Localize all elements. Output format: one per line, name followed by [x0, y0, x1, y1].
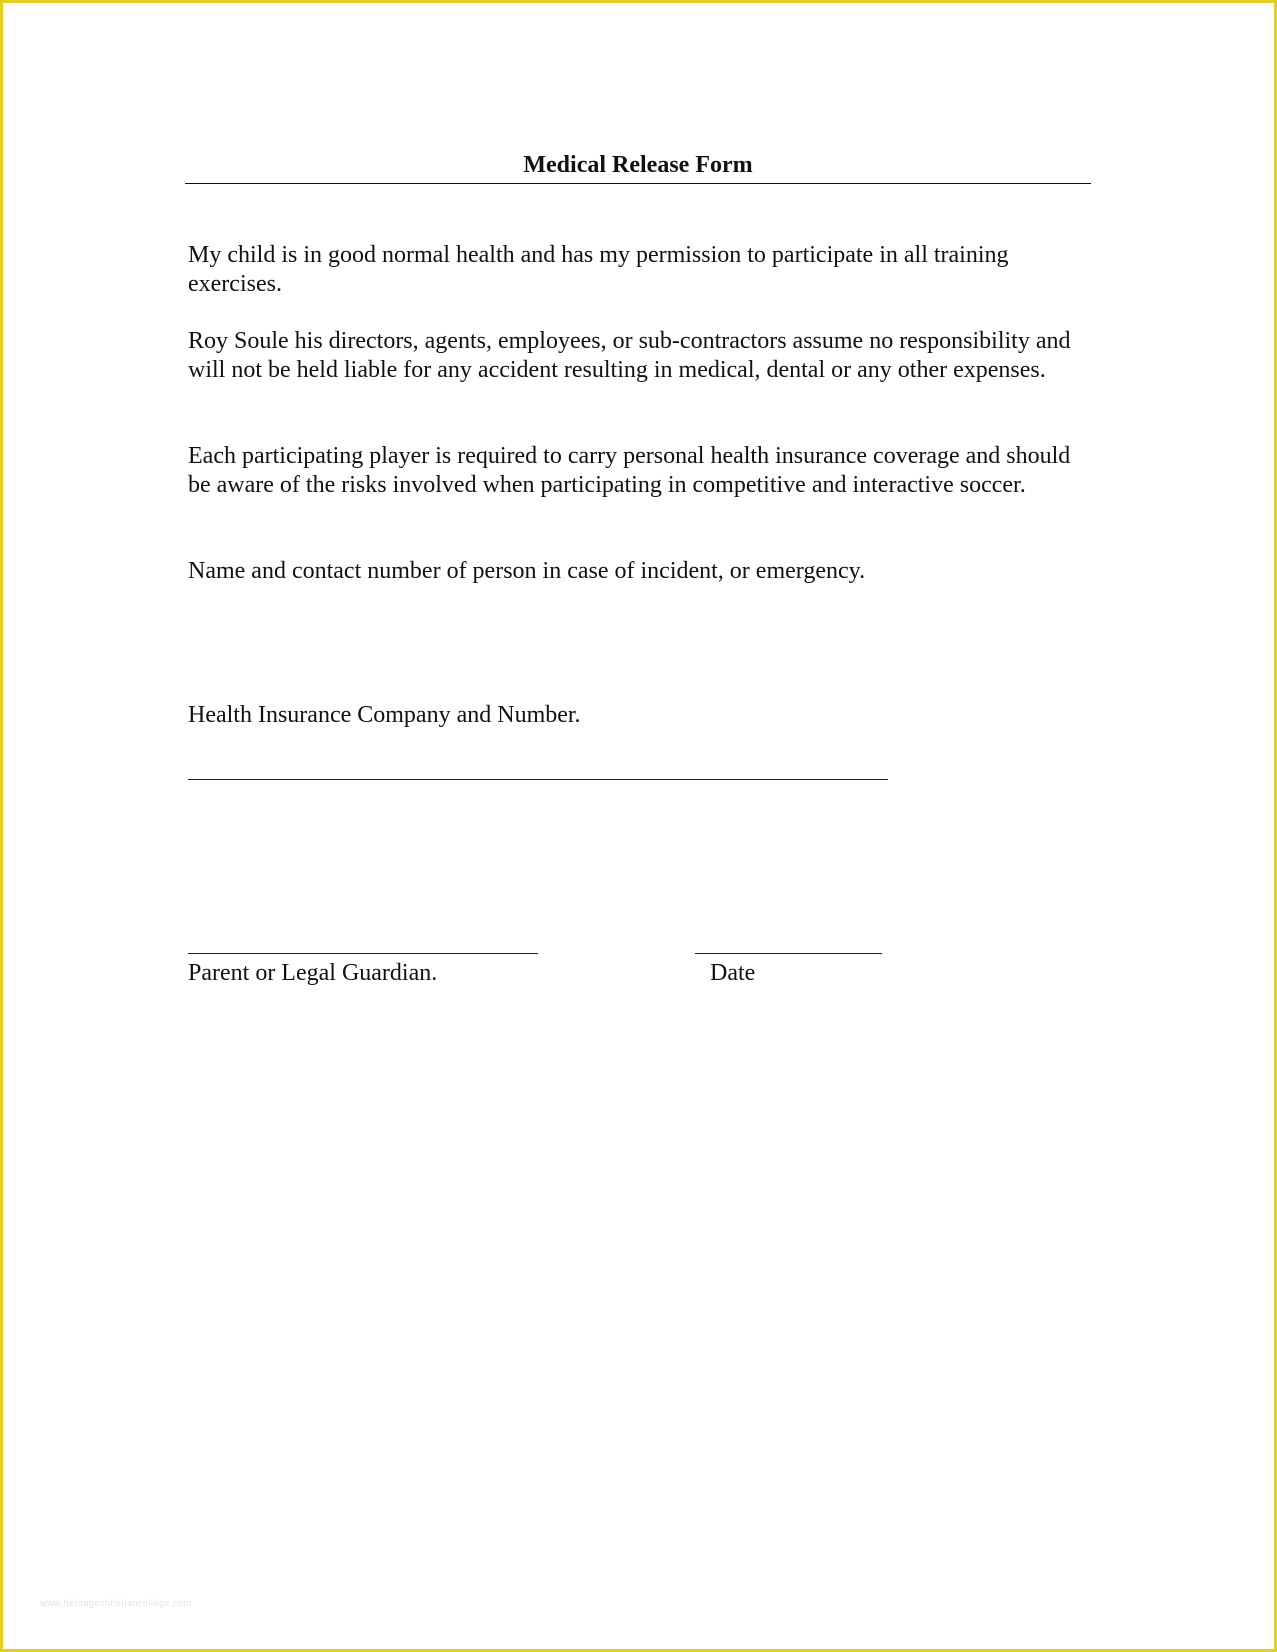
date-label: Date — [710, 960, 756, 986]
document-title: Medical Release Form — [523, 152, 753, 178]
guardian-signature-line[interactable] — [188, 953, 538, 954]
emergency-contact-label: Name and contact number of person in case of incident, or emergency. — [188, 558, 866, 584]
health-statement: My child is in good normal health and has my permission to participate in all training exercises. — [188, 242, 1009, 297]
liability-statement: Roy Soule his directors, agents, employees, or sub-contractors assume no responsibility and will not be held liable for any accident resulting in medical, dental or any other expenses. — [188, 328, 1071, 383]
guardian-label: Parent or Legal Guardian. — [188, 960, 438, 986]
insurance-requirement-statement: Each participating player is required to carry personal health insurance coverage and should be aware of the risks involved when participating in competitive and interactive soccer. — [188, 443, 1071, 498]
watermark: www.heritagechristiancollege.com — [40, 1598, 192, 1608]
date-line[interactable] — [695, 953, 882, 954]
title-block — [185, 148, 1091, 184]
insurance-company-label: Health Insurance Company and Number. — [188, 702, 581, 728]
insurance-company-line[interactable] — [188, 779, 888, 780]
